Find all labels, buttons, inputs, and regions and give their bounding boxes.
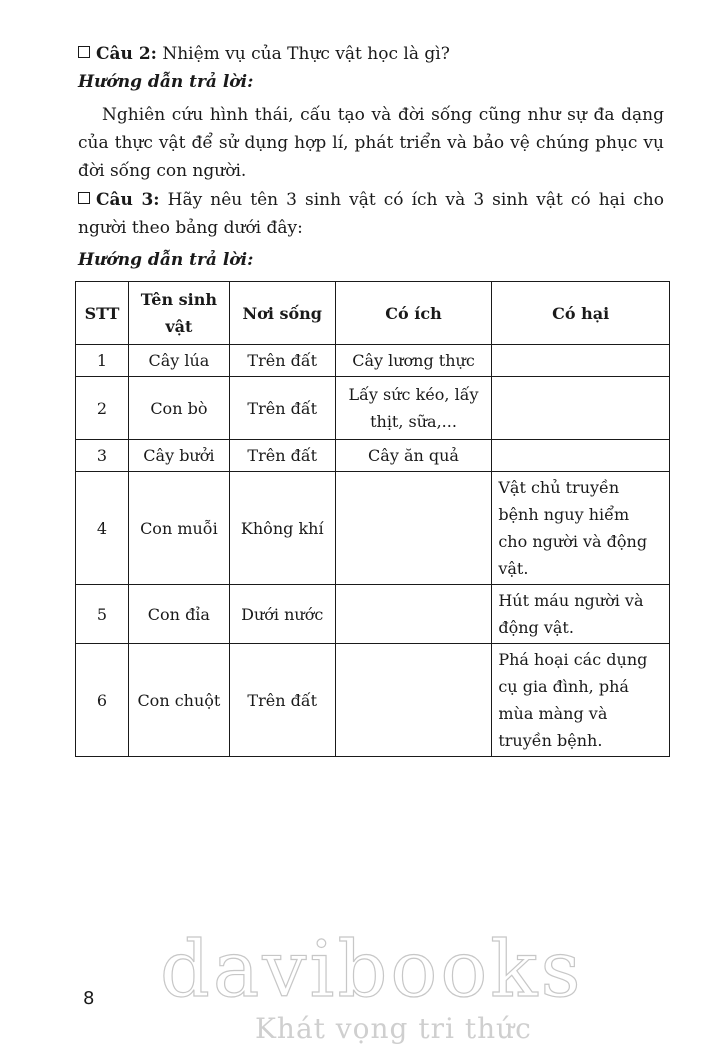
organism-table	[75, 281, 670, 757]
table-row	[76, 644, 670, 757]
cell-stt: 5	[76, 585, 129, 644]
question-2	[78, 40, 450, 68]
cell-harmful: Phá hoại các dụng cụ gia đình, phá mùa màng và truyền bệnh.	[492, 644, 670, 757]
cell-name: Con đỉa	[128, 585, 229, 644]
cell-harmful	[492, 377, 670, 440]
cell-useful	[335, 472, 492, 585]
cell-name: Con bò	[128, 377, 229, 440]
question-3-text: Hãy nêu tên 3 sinh vật có ích và 3 sinh vật có hại cho người theo bảng dưới đây:	[78, 190, 664, 238]
cell-habitat: Trên đất	[229, 644, 335, 757]
cell-useful: Cây lương thực	[335, 345, 492, 377]
cell-habitat: Không khí	[229, 472, 335, 585]
watermark-logo: davibooks	[160, 925, 584, 1015]
cell-habitat: Trên đất	[229, 377, 335, 440]
table-row	[76, 472, 670, 585]
cell-harmful: Hút máu người và động vật.	[492, 585, 670, 644]
cell-habitat: Trên đất	[229, 440, 335, 472]
cell-stt: 4	[76, 472, 129, 585]
table-row	[76, 345, 670, 377]
question-2-text: Nhiệm vụ của Thực vật học là gì?	[162, 44, 450, 64]
cell-stt: 6	[76, 644, 129, 757]
cell-harmful: Vật chủ truyền bệnh nguy hiểm cho người và động vật.	[492, 472, 670, 585]
cell-harmful	[492, 440, 670, 472]
header-name: Tên sinh vật	[128, 282, 229, 345]
cell-name: Con chuột	[128, 644, 229, 757]
cell-name: Cây lúa	[128, 345, 229, 377]
checkbox-square-icon	[78, 192, 90, 204]
table-row	[76, 440, 670, 472]
watermark-slogan: Khát vọng tri thức	[255, 1012, 532, 1045]
cell-habitat: Trên đất	[229, 345, 335, 377]
checkbox-square-icon	[78, 46, 90, 58]
cell-habitat: Dưới nước	[229, 585, 335, 644]
cell-harmful	[492, 345, 670, 377]
cell-useful	[335, 644, 492, 757]
table-row	[76, 585, 670, 644]
cell-stt: 2	[76, 377, 129, 440]
question-3-label: Câu 3:	[96, 190, 160, 210]
cell-stt: 3	[76, 440, 129, 472]
header-useful: Có ích	[335, 282, 492, 345]
cell-useful	[335, 585, 492, 644]
answer-guide-label: Hướng dẫn trả lời:	[78, 72, 254, 92]
cell-name: Cây bưởi	[128, 440, 229, 472]
cell-name: Con muỗi	[128, 472, 229, 585]
answer-2-text: Nghiên cứu hình thái, cấu tạo và đời sống cũng như sự đa dạng của thực vật để sử dụng hợp lí, phát triển và bảo vệ chúng phục vụ đời sống con người.	[78, 105, 664, 181]
header-stt: STT	[76, 282, 129, 345]
header-harmful: Có hại	[492, 282, 670, 345]
question-2-label: Câu 2:	[96, 44, 157, 64]
cell-stt: 1	[76, 345, 129, 377]
cell-useful: Cây ăn quả	[335, 440, 492, 472]
table-row	[76, 377, 670, 440]
header-habitat: Nơi sống	[229, 282, 335, 345]
question-3	[78, 186, 664, 242]
cell-useful: Lấy sức kéo, lấy thịt, sữa,...	[335, 377, 492, 440]
answer-guide-label: Hướng dẫn trả lời:	[78, 250, 254, 270]
table-header-row	[76, 282, 670, 345]
page-number: 8	[83, 988, 95, 1009]
